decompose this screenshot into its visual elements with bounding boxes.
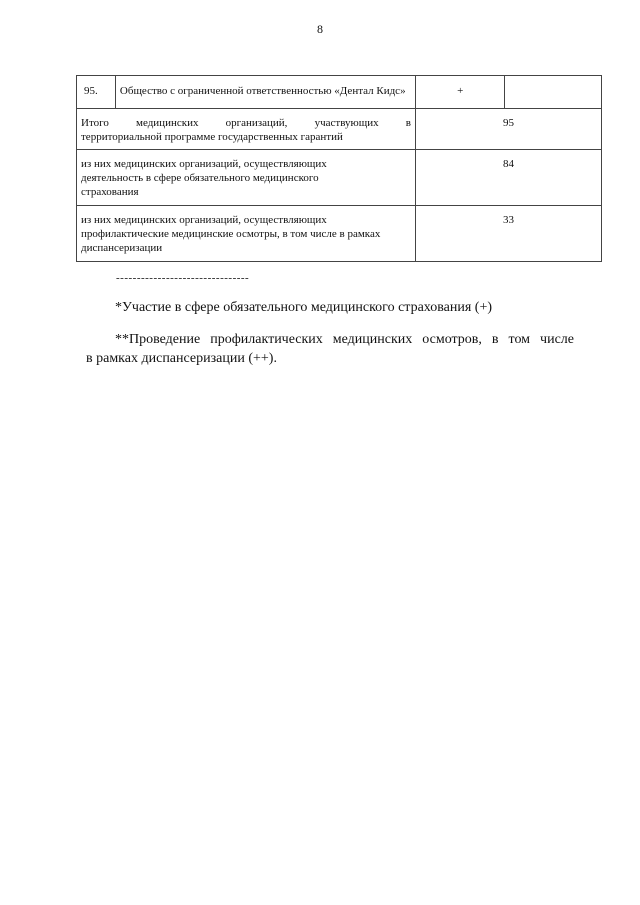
footnote-separator: -------------------------------- [116, 272, 250, 284]
table-row-total [77, 109, 602, 150]
medical-organizations-table [76, 75, 602, 262]
total-value-cell: 95 [415, 109, 601, 150]
table-row-oms [77, 150, 602, 206]
footnote-preventive [86, 330, 574, 368]
footnote-preventive-line2: в рамках диспансеризации (++). [86, 351, 277, 366]
table-row-preventive [77, 206, 602, 262]
page-number: 8 [317, 22, 323, 36]
footnote-preventive-line1: **Проведение профилактических медицинских осмотров, в том числе [115, 332, 574, 347]
total-label-line1: Итого медицинских организаций, участвующих в [81, 117, 411, 129]
org-name-cell: Общество с ограниченной ответственностью «Дентал Кидс» [115, 76, 415, 109]
prof-mark-cell [505, 76, 602, 109]
total-label-cell [77, 109, 416, 150]
oms-value-cell: 84 [415, 150, 601, 206]
prof-value-cell: 33 [415, 206, 601, 262]
oms-mark-cell: + [415, 76, 505, 109]
footnote-oms: *Участие в сфере обязательного медицинского страхования (+) [115, 300, 493, 315]
table-row-organization [77, 76, 602, 109]
oms-label-cell: из них медицинских организаций, осуществляющих деятельность в сфере обязательного медицинского страхования [77, 150, 416, 206]
prof-label-cell: из них медицинских организаций, осуществляющих профилактические медицинские осмотры, в том числе в рамках диспансеризации [77, 206, 416, 262]
org-number-cell: 95. [77, 76, 116, 109]
total-label-line2: территориальной программе государственных гарантий [81, 131, 343, 143]
